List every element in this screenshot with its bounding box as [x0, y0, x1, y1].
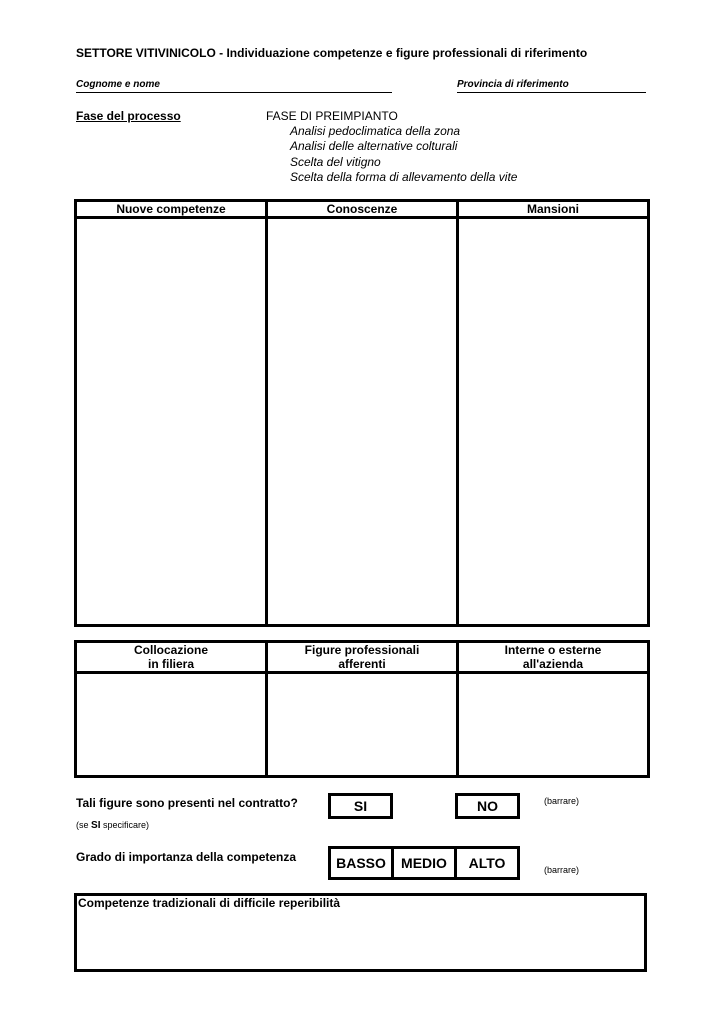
- provincia-field[interactable]: [457, 92, 646, 93]
- col-header-nuove-competenze: Nuove competenze: [76, 201, 267, 218]
- col-header-conoscenze: Conoscenze: [267, 201, 458, 218]
- contratto-question: Tali figure sono presenti nel contratto?: [76, 796, 298, 810]
- fase-item: Scelta del vitigno: [290, 154, 381, 169]
- col-header-mansioni: Mansioni: [458, 201, 649, 218]
- cognome-field[interactable]: [76, 92, 392, 93]
- grado-alto-option[interactable]: ALTO: [454, 849, 517, 877]
- col-header-line: Figure professionali: [304, 643, 420, 657]
- grado-basso-option[interactable]: BASSO: [336, 855, 386, 871]
- fase-item: Analisi pedoclimatica della zona: [290, 124, 461, 138]
- col-header-line: in filiera: [147, 657, 194, 671]
- no-option[interactable]: NO: [455, 793, 520, 819]
- specificare-note: [76, 820, 149, 831]
- grado-options: [328, 846, 520, 880]
- conoscenze-cell[interactable]: [267, 218, 458, 626]
- competenze-tradizionali-box[interactable]: [74, 893, 647, 972]
- note-prefix: (se: [76, 820, 89, 830]
- col-header-figure-professionali: [267, 642, 458, 673]
- fase-item: Scelta della forma di allevamento della vite: [290, 170, 518, 185]
- fase-title: FASE DI PREIMPIANTO: [266, 109, 398, 123]
- col-header-interne-esterne: [458, 642, 649, 673]
- col-header-line: afferenti: [338, 657, 386, 671]
- figure-table: [74, 640, 650, 778]
- interne-esterne-cell[interactable]: [458, 673, 649, 777]
- fase-item: Analisi delle alternative colturali: [290, 139, 458, 154]
- nuove-competenze-cell[interactable]: [76, 218, 267, 626]
- grado-label: Grado di importanza della competenza: [76, 850, 297, 864]
- mansioni-cell[interactable]: [458, 218, 649, 626]
- figure-professionali-cell[interactable]: [267, 673, 458, 777]
- document-title: SETTORE VITIVINICOLO - Individuazione competenze e figure professionali di riferimento: [76, 46, 588, 60]
- fase-label: Fase del processo: [76, 109, 181, 123]
- note-suffix: specificare): [103, 820, 150, 830]
- barrare-note: (barrare): [544, 865, 580, 875]
- si-option[interactable]: SI: [328, 793, 393, 819]
- barrare-note: (barrare): [544, 796, 580, 806]
- cognome-label: Cognome e nome: [76, 79, 160, 90]
- note-si: SI: [91, 820, 101, 831]
- col-header-line: Collocazione: [133, 643, 208, 657]
- grado-medio-option[interactable]: MEDIO: [391, 849, 454, 877]
- col-header-line: all'azienda: [522, 657, 584, 671]
- competenze-table: [74, 199, 650, 627]
- collocazione-cell[interactable]: [76, 673, 267, 777]
- provincia-label: Provincia di riferimento: [457, 79, 569, 90]
- competenze-tradizionali-label: Competenze tradizionali di difficile reperibilità: [78, 896, 341, 910]
- fase-items-list: [290, 124, 517, 186]
- col-header-collocazione: [76, 642, 267, 673]
- col-header-line: Interne o esterne: [504, 643, 602, 657]
